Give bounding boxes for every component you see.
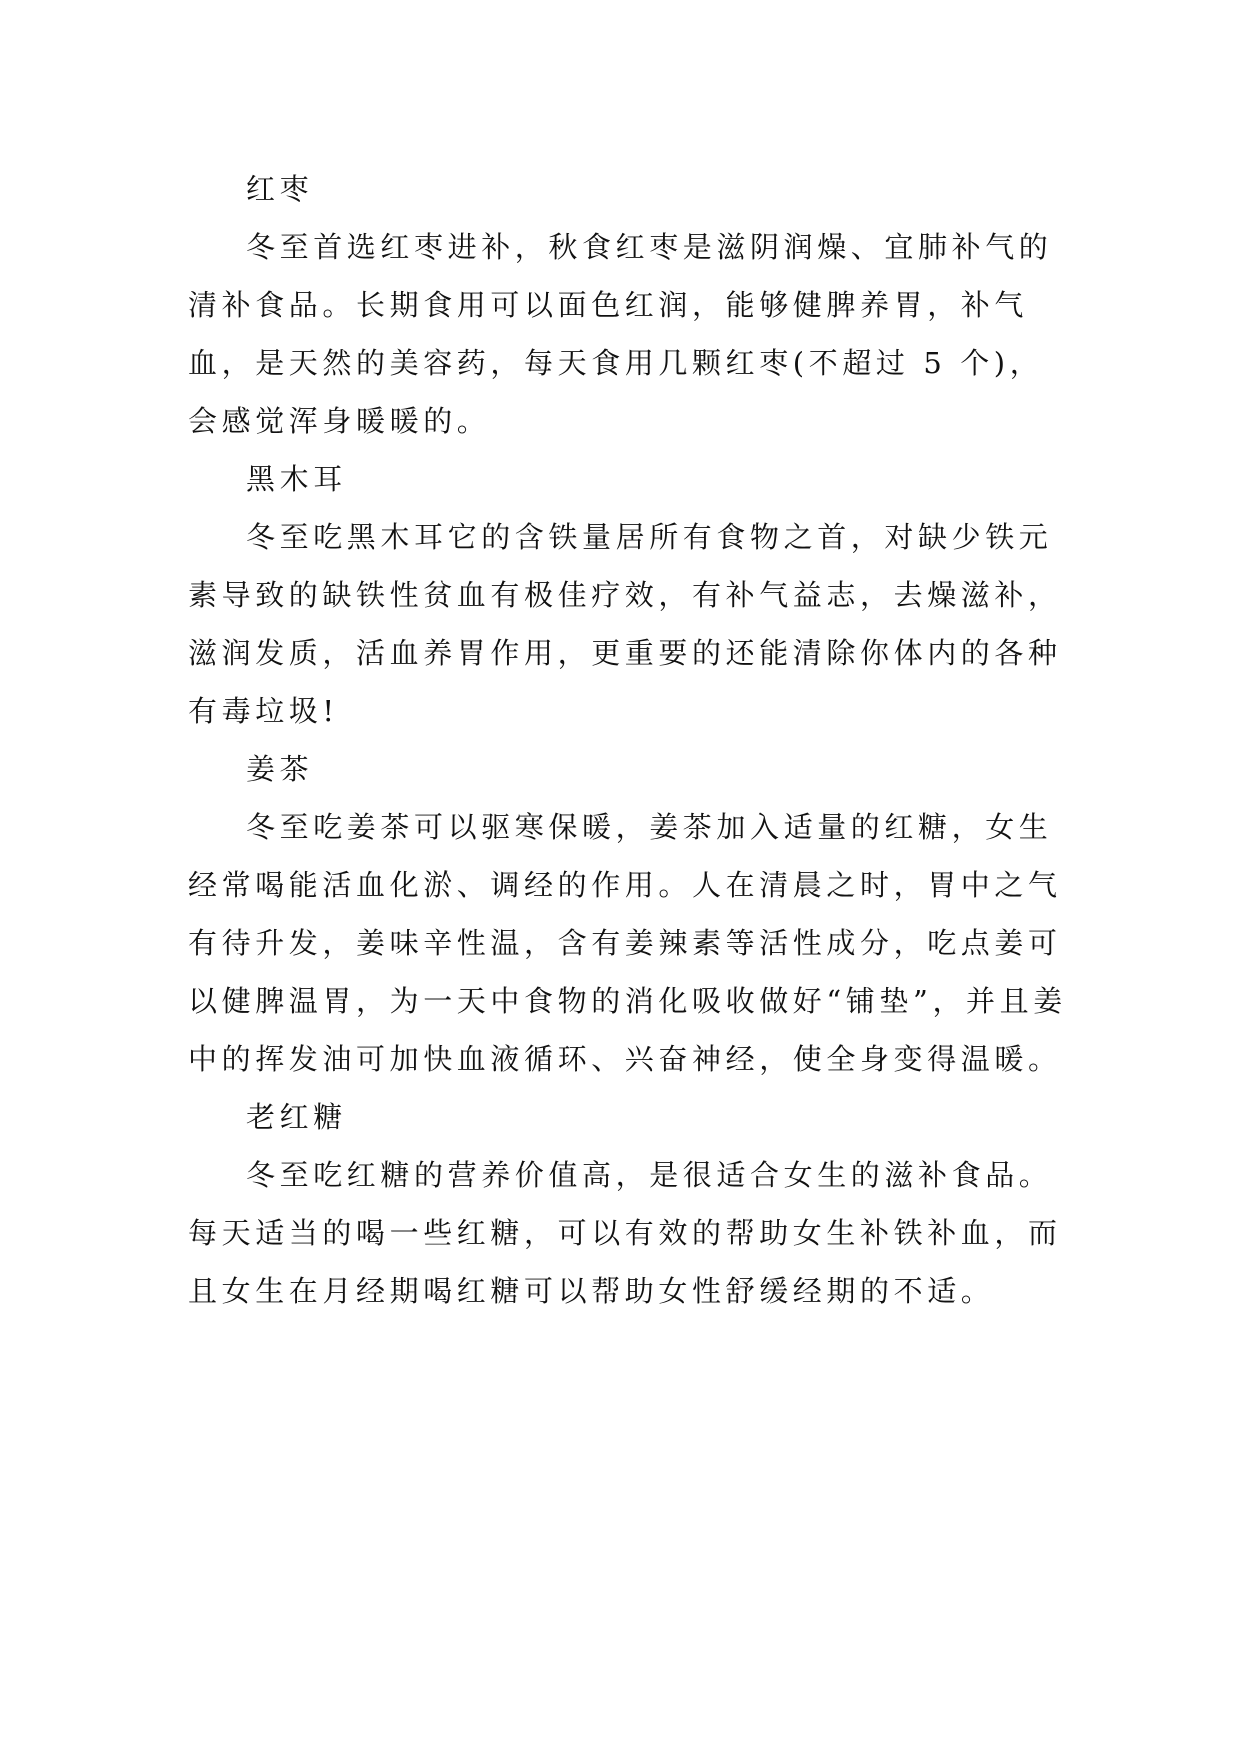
- section-title-jiangcha: 姜茶: [246, 752, 314, 786]
- document-content: [188, 160, 1073, 1320]
- section-body-jiangcha: 冬至吃姜茶可以驱寒保暖，姜茶加入适量的红糖，女生经常喝能活血化淤、调经的作用。人在清晨之时，胃中之气有待升发，姜味辛性温，含有姜辣素等活性成分，吃点姜可以健脾温胃，为一天中食物的消化吸收做好“铺垫”，并且姜中的挥发油可加快血液循环、兴奋神经，使全身变得温暖。: [188, 810, 1067, 1076]
- section-body-laohongtang: 冬至吃红糖的营养价值高，是很适合女生的滋补食品。每天适当的喝一些红糖，可以有效的帮助女生补铁补血，而且女生在月经期喝红糖可以帮助女性舒缓经期的不适。: [188, 1158, 1062, 1308]
- section-title-heimuer: 黑木耳: [246, 462, 347, 496]
- section-title-hongzao: 红枣: [246, 172, 314, 206]
- section-body-hongzao: 冬至首选红枣进补，秋食红枣是滋阴润燥、宜肺补气的清补食品。长期食用可以面色红润，能够健脾养胃，补气血，是天然的美容药，每天食用几颗红枣(不超过 5 个)，会感觉浑身暖暖的。: [188, 230, 1053, 438]
- section-title-laohongtang: 老红糖: [246, 1100, 347, 1134]
- section-body-heimuer: 冬至吃黑木耳它的含铁量居所有食物之首，对缺少铁元素导致的缺铁性贫血有极佳疗效，有补气益志，去燥滋补，滋润发质，活血养胃作用，更重要的还能清除你体内的各种有毒垃圾!: [188, 520, 1062, 728]
